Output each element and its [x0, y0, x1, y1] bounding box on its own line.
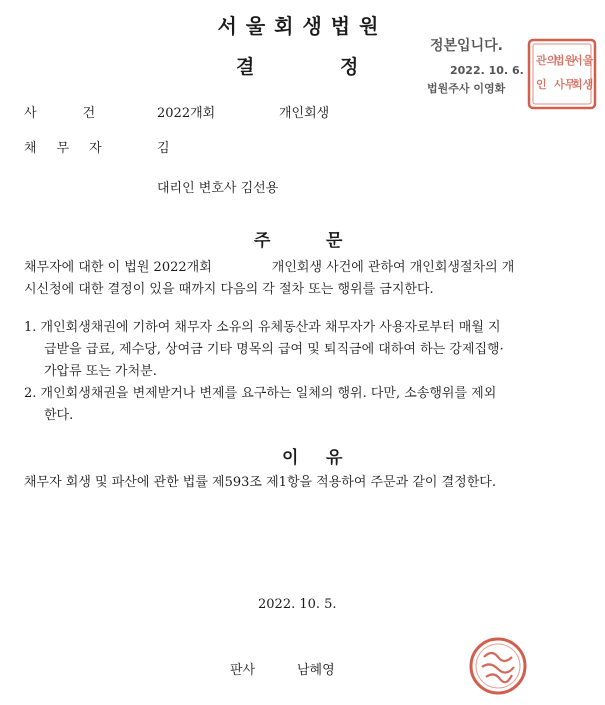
- order-item-1-line-1: 1. 개인회생채권에 기하여 채무자 소유의 유체동산과 채무자가 사용자로부터 매월 지: [24, 320, 501, 335]
- order-item-1-line-3: 가압류 또는 가처분.: [44, 364, 157, 379]
- seal-glyph: 사무: [554, 78, 576, 91]
- case-number: 2022개회: [157, 106, 216, 121]
- certified-copy-notice: 정본입니다.: [430, 38, 503, 54]
- case-label: 사 건: [24, 106, 96, 121]
- order-item-2-line-2: 한다.: [44, 408, 74, 423]
- seal-glyph: 서울: [572, 54, 594, 67]
- seal-glyph: 인: [536, 78, 547, 91]
- case-type: 개인회생: [279, 106, 330, 121]
- certification-date: 2022. 10. 6.: [450, 64, 524, 77]
- reason-heading-char-2: 유: [326, 448, 343, 468]
- order-heading-char-2: 문: [326, 231, 343, 251]
- judge-label: 판사: [230, 663, 256, 678]
- document-title-char-1: 결: [236, 56, 255, 78]
- debtor-name: 김: [157, 141, 170, 156]
- judge-seal-stamp: [468, 635, 528, 697]
- debtor-agent: 대리인 변호사 김선용: [157, 181, 279, 196]
- seal-glyph: 관의: [536, 54, 558, 67]
- seal-glyph: 법원: [554, 54, 576, 67]
- reason-heading-char-1: 이: [282, 448, 299, 468]
- order-intro-line-1: 채무자에 대한 이 법원 2022개회 개인회생 사건에 관하여 개인회생절차의 개: [24, 260, 515, 275]
- debtor-label: 채 무 자: [24, 141, 102, 156]
- document-title-char-2: 정: [340, 56, 359, 78]
- order-item-2-line-1: 2. 개인회생채권을 변제받거나 변제를 요구하는 일체의 행위. 다만, 소송행위를 제외: [24, 386, 497, 401]
- clerk-seal-stamp: [527, 38, 597, 110]
- order-intro-line-2: 시신청에 대한 결정이 있을 때까지 다음의 각 절차 또는 행위를 금지한다.: [24, 282, 434, 297]
- court-officer-name: 법원주사 이영화: [427, 82, 506, 95]
- seal-glyph: 회생: [572, 78, 594, 91]
- decision-date: 2022. 10. 5.: [258, 597, 337, 612]
- court-name: 서울회생법원: [217, 14, 388, 38]
- order-item-1-line-2: 급받을 급료, 제수당, 상여금 기타 명목의 급여 및 퇴직금에 대하여 하는 강제집행·: [44, 342, 504, 357]
- reason-text: 채무자 회생 및 파산에 관한 법률 제593조 제1항을 적용하여 주문과 같이 결정한다.: [24, 475, 496, 490]
- order-heading-char-1: 주: [254, 231, 271, 251]
- judge-name: 남혜영: [297, 663, 335, 678]
